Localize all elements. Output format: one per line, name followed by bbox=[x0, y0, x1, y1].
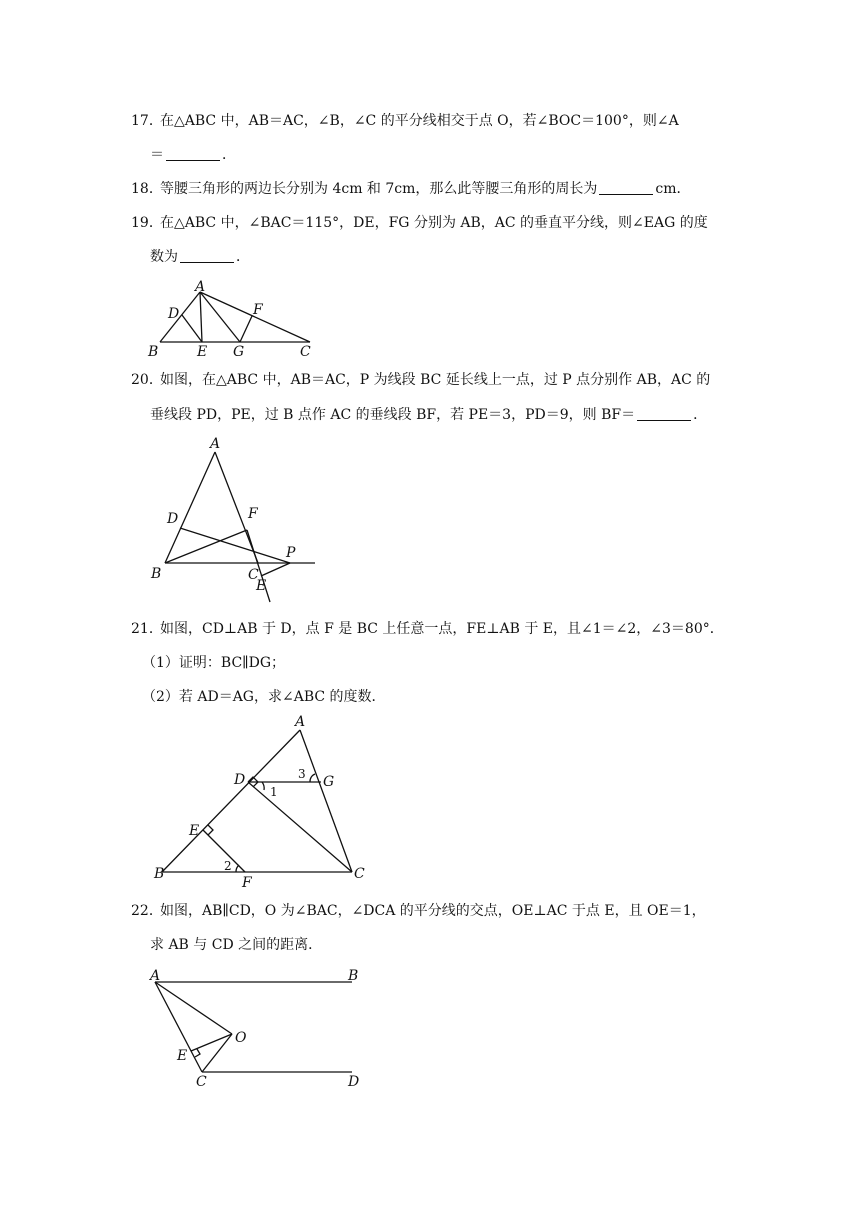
q19-label-B: B bbox=[148, 344, 159, 360]
q19-label-A: A bbox=[195, 280, 206, 295]
q20-label-P: P bbox=[286, 545, 296, 561]
q22-text: 如图，AB∥CD，O 为∠BAC，∠DCA 的平分线的交点，OE⊥AC 于点 E，且 OE＝1， bbox=[160, 903, 706, 919]
q19-label-G: G bbox=[233, 344, 245, 360]
q21-angle-3: 3 bbox=[298, 767, 306, 781]
q17-answer-blank[interactable] bbox=[166, 146, 220, 161]
q20-label-A: A bbox=[210, 436, 221, 452]
q21-figure bbox=[140, 710, 380, 890]
q21-part2-text: （2）若 AD＝AG，求∠ABC 的度数． bbox=[142, 689, 386, 705]
q21-label-D: D bbox=[234, 772, 246, 788]
q19-figure bbox=[140, 280, 330, 360]
q20-label-E: E bbox=[256, 578, 267, 594]
q20-label-C: C bbox=[248, 567, 259, 583]
q22-text-2: 求 AB 与 CD 之间的距离． bbox=[150, 937, 323, 953]
q20-label-B: B bbox=[151, 566, 162, 582]
q20-label-D: D bbox=[167, 511, 179, 527]
q18-text-row: 等腰三角形的两边长分别为 4cm 和 7cm，那么此等腰三角形的周长为 cm． bbox=[160, 181, 691, 197]
q20-text: 如图，在△ABC 中，AB＝AC，P 为线段 BC 延长线上一点，过 P 点分别作 AB，AC 的 bbox=[160, 372, 711, 388]
q21-label-F: F bbox=[242, 875, 252, 890]
q22-label-A: A bbox=[150, 968, 161, 984]
q19-answer-row: 数为 ． bbox=[150, 249, 250, 265]
q20-figure bbox=[140, 430, 330, 610]
q19-label-E: E bbox=[197, 344, 208, 360]
q19-label-F: F bbox=[253, 302, 263, 318]
q19-label-D: D bbox=[168, 306, 180, 322]
q22-label-C: C bbox=[196, 1074, 207, 1090]
q22-label-B: B bbox=[348, 968, 359, 984]
q21-label-A: A bbox=[295, 714, 306, 730]
q21-label-E: E bbox=[189, 823, 200, 839]
q19-label-C: C bbox=[300, 344, 311, 360]
q22-number: 22． bbox=[131, 903, 163, 919]
q22-label-O: O bbox=[235, 1030, 247, 1046]
q17-text: 在△ABC 中，AB＝AC，∠B，∠C 的平分线相交于点 O，若∠BOC＝100°，则∠A bbox=[160, 113, 679, 129]
q21-label-B: B bbox=[154, 866, 165, 882]
q21-text: 如图，CD⊥AB 于 D，点 F 是 BC 上任意一点，FE⊥AB 于 E，且∠1＝∠2，∠3＝80°． bbox=[160, 621, 724, 637]
q18-number: 18． bbox=[131, 181, 163, 197]
q19-text: 在△ABC 中，∠BAC＝115°，DE，FG 分别为 AB，AC 的垂直平分线，则∠EAG 的度 bbox=[160, 215, 708, 231]
q19-number: 19． bbox=[131, 215, 163, 231]
q20-label-F: F bbox=[248, 506, 258, 522]
q17-answer-row: ＝ ． bbox=[150, 147, 236, 163]
q20-number: 20． bbox=[131, 372, 163, 388]
q22-figure bbox=[140, 960, 380, 1090]
q20-answer-blank[interactable] bbox=[637, 406, 691, 421]
q21-angle-2: 2 bbox=[224, 859, 232, 873]
q18-answer-blank[interactable] bbox=[599, 180, 653, 195]
q21-label-G: G bbox=[323, 774, 335, 790]
q21-part1-text: （1）证明：BC∥DG； bbox=[142, 655, 286, 671]
q20-answer-row: 垂线段 PD，PE，过 B 点作 AC 的垂线段 BF，若 PE＝3，PD＝9，则 BF＝ ． bbox=[150, 407, 708, 423]
q19-answer-blank[interactable] bbox=[180, 248, 234, 263]
q22-label-E: E bbox=[177, 1048, 188, 1064]
q21-angle-1: 1 bbox=[270, 785, 278, 799]
q21-number: 21． bbox=[131, 621, 163, 637]
q17-number: 17． bbox=[131, 113, 163, 129]
q21-label-C: C bbox=[354, 866, 365, 882]
q22-label-D: D bbox=[348, 1074, 360, 1090]
